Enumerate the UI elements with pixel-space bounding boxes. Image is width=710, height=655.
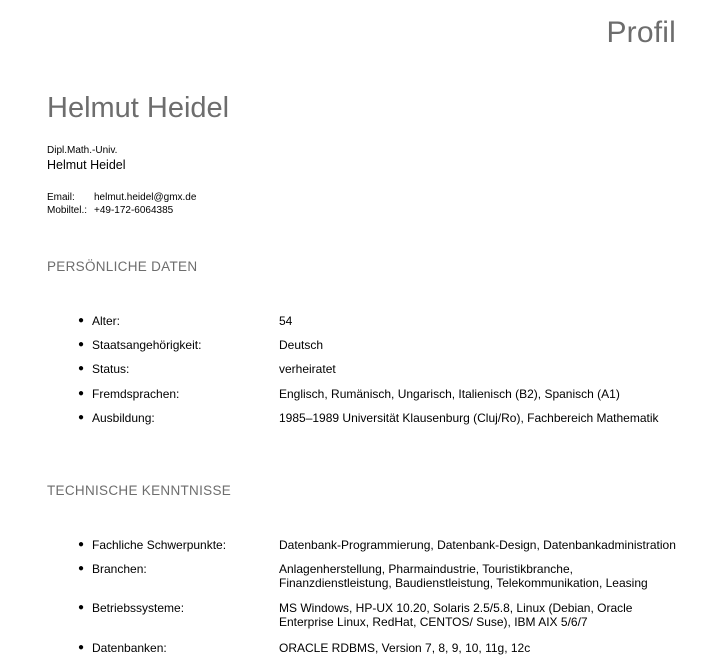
contact-label: Email: [47, 192, 75, 203]
email-value[interactable]: helmut.heidel@gmx.de [94, 192, 197, 203]
degree-label: Dipl.Math.-Univ. [47, 145, 118, 156]
item-key: Alter: [92, 314, 121, 328]
bullet-icon: ● [78, 363, 85, 374]
item-value: MS Windows, HP-UX 10.20, Solaris 2.5/5.8, Linux (Debian, Oracle Enterprise Linux, RedHat, CENTOS/ Suse), IBM AIX 5/6/7 [279, 601, 633, 629]
item-key: Status: [92, 362, 130, 376]
item-value: ORACLE RDBMS, Version 7, 8, 9, 10, 11g, 12c [279, 641, 531, 655]
name-heading: Helmut Heidel [47, 92, 230, 124]
bullet-icon: ● [78, 563, 85, 574]
document-title: Profil [606, 16, 676, 49]
item-key: Fachliche Schwerpunkte: [92, 538, 227, 552]
item-key: Datenbanken: [92, 641, 167, 655]
section-title-persoenliche-daten: PERSÖNLICHE DATEN [47, 259, 198, 274]
bullet-icon: ● [78, 412, 85, 423]
item-key: Betriebssysteme: [92, 601, 185, 615]
item-value: Deutsch [279, 338, 324, 352]
item-key: Branchen: [92, 562, 147, 576]
bullet-icon: ● [78, 339, 85, 350]
bullet-icon: ● [78, 388, 85, 399]
bullet-icon: ● [78, 642, 85, 653]
name-small: Helmut Heidel [47, 158, 126, 172]
bullet-icon: ● [78, 315, 85, 326]
contact-mobile [47, 205, 173, 216]
item-value: Englisch, Rumänisch, Ungarisch, Italienisch (B2), Spanisch (A1) [279, 387, 620, 401]
item-value: verheiratet [279, 362, 336, 376]
contact-email [47, 192, 196, 203]
mobile-value[interactable]: +49-172-6064385 [94, 205, 174, 216]
bullet-icon: ● [78, 602, 85, 613]
contact-label: Mobiltel.: [47, 205, 88, 216]
item-key: Ausbildung: [92, 411, 155, 425]
bullet-icon: ● [78, 539, 85, 550]
item-value: 54 [279, 314, 293, 328]
item-value: Datenbank-Programmierung, Datenbank-Design, Datenbankadministration [279, 538, 676, 552]
item-value: Anlagenherstellung, Pharmaindustrie, Touristikbranche, Finanzdienstleistung, Baudienstleistung, Telekommunikation, Leasing [279, 562, 648, 590]
section-title-technische-kenntnisse: TECHNISCHE KENNTNISSE [47, 483, 232, 498]
item-key: Fremdsprachen: [92, 387, 180, 401]
item-key: Staatsangehörigkeit: [92, 338, 202, 352]
item-value: 1985–1989 Universität Klausenburg (Cluj/Ro), Fachbereich Mathematik [279, 411, 659, 425]
